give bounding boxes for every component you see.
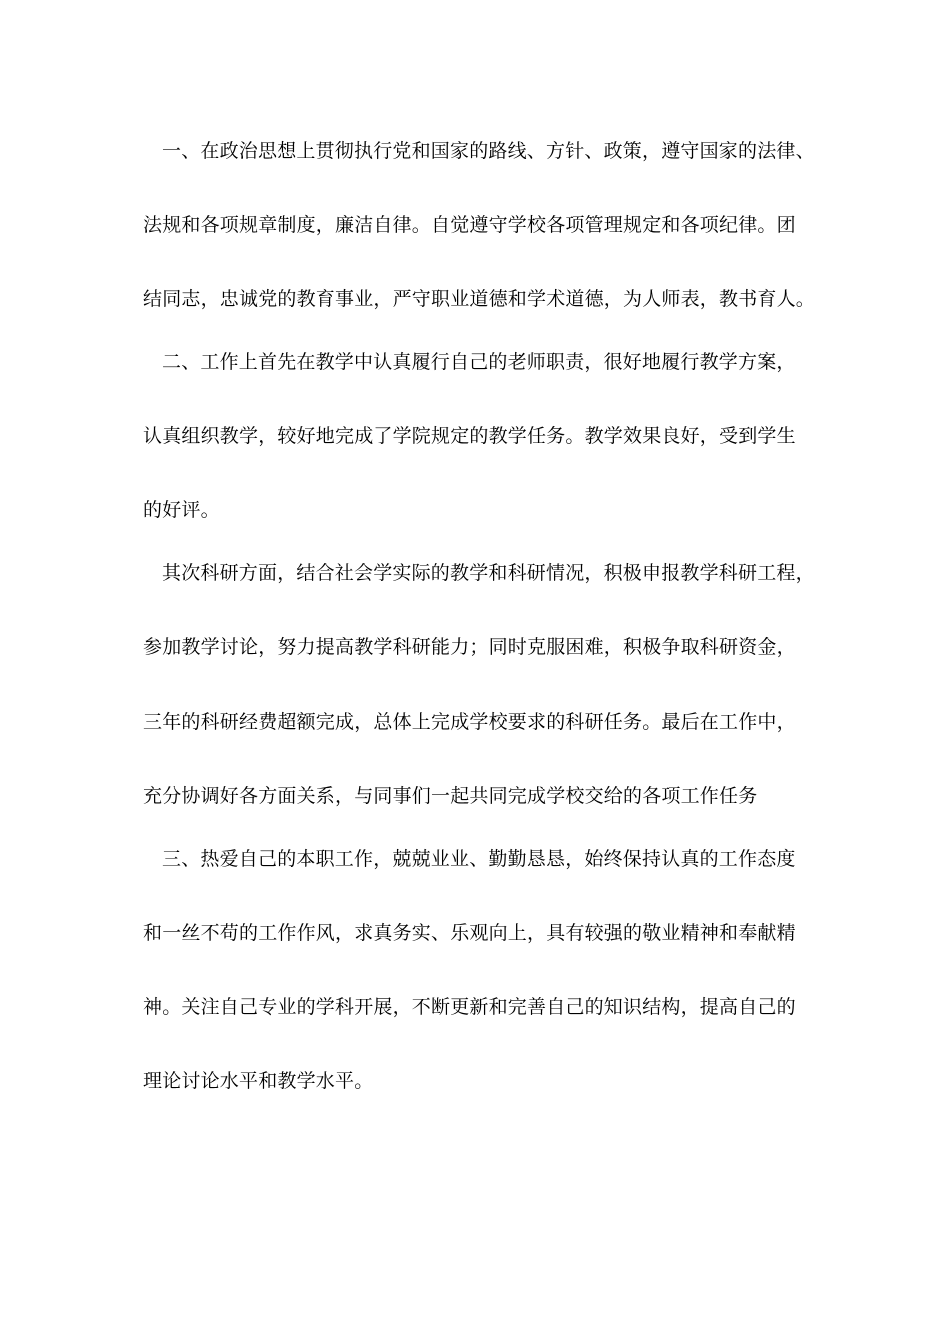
paragraph-2-line-1: 二、工作上首先在教学中认真履行自己的老师职责，很好地履行教学方案， [162,351,796,373]
paragraph-1-line-2: 法规和各项规章制度，廉洁自律。自觉遵守学校各项管理规定和各项纪律。团 [143,214,796,236]
paragraph-3-line-2: 参加教学讨论，努力提高教学科研能力；同时克服困难，积极争取科研资金， [143,636,796,658]
paragraph-4-line-3: 神。关注自己专业的学科开展，不断更新和完善自己的知识结构，提高自己的 [143,996,796,1018]
paragraph-3-line-4: 充分协调好各方面关系，与同事们一起共同完成学校交给的各项工作任务 [143,785,758,807]
paragraph-1-line-1: 一、在政治思想上贯彻执行党和国家的路线、方针、政策，遵守国家的法律、 [162,140,815,162]
paragraph-3-line-3: 三年的科研经费超额完成，总体上完成学校要求的科研任务。最后在工作中， [143,711,796,733]
paragraph-3-line-1: 其次科研方面，结合社会学实际的教学和科研情况，积极申报教学科研工程， [162,562,815,584]
paragraph-4-line-2: 和一丝不苟的工作作风，求真务实、乐观向上，具有较强的敬业精神和奉献精 [143,922,796,944]
paragraph-2-line-2: 认真组织教学，较好地完成了学院规定的教学任务。教学效果良好，受到学生 [143,425,796,447]
paragraph-2-line-3: 的好评。 [143,499,220,521]
paragraph-4-line-1: 三、热爱自己的本职工作，兢兢业业、勤勤恳恳，始终保持认真的工作态度 [162,848,796,870]
paragraph-1-line-3: 结同志，忠诚党的教育事业，严守职业道德和学术道德，为人师表，教书育人。 [143,288,816,310]
paragraph-4-line-4: 理论讨论水平和教学水平。 [143,1070,374,1092]
